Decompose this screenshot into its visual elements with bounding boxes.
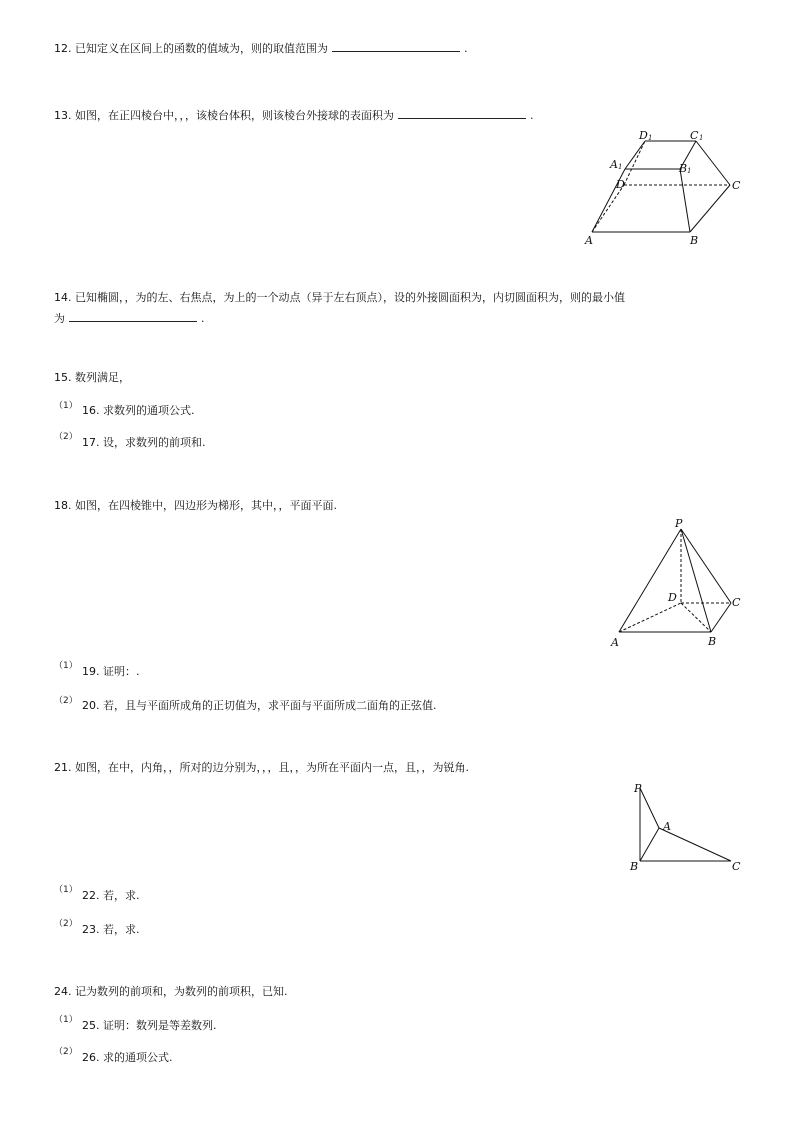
question-12 [54, 41, 468, 56]
q15-sub1-text: 16. 求数列的通项公式. [82, 404, 195, 417]
q24-sub2-text: 26. 求的通项公式. [82, 1051, 173, 1064]
question-14-line2: 为 [54, 312, 65, 325]
q24-sub2-mark: （2） [54, 1047, 78, 1057]
question-14-line1: 14. 已知椭圆，，为的左、右焦点，为上的一个动点（异于左右顶点），设的外接圆面积为，内切圆面积为，则的最小值 [54, 291, 625, 304]
label-a1-sub: 1 [618, 163, 623, 171]
q15-sub1-mark: （1） [54, 401, 78, 411]
label-a: A [663, 820, 671, 833]
edge-bc [690, 185, 730, 232]
edge-cc1 [696, 141, 730, 185]
question-21: 21. 如图，在中，内角，，所对的边分别为，，，且，，为所在平面内一点，且，，为锐角. [54, 761, 469, 774]
question-13 [54, 108, 534, 123]
q18-sub1-mark: （1） [54, 661, 78, 671]
question-24: 24. 记为数列的前项和，为数列的前项积，已知. [54, 985, 288, 998]
label-b: B [630, 860, 639, 873]
label-c1: C [690, 129, 699, 142]
edge-pa [619, 529, 681, 632]
label-p: P [634, 782, 642, 795]
answer-blank-13[interactable] [398, 108, 526, 119]
edge-dd1-hidden [624, 141, 645, 185]
edge-ab [640, 828, 659, 861]
label-d1-sub: 1 [648, 134, 653, 142]
label-d: D [616, 178, 625, 191]
q18-sub1-text: 19. 证明：. [82, 665, 140, 678]
q21-sub1-mark: （1） [54, 885, 78, 895]
frustum-figure [580, 125, 750, 250]
label-b: B [708, 635, 717, 648]
edge-bb1 [680, 169, 690, 232]
label-c: C [732, 860, 741, 873]
q15-sub2-text: 17. 设，求数列的前项和. [82, 436, 206, 449]
label-d: D [668, 591, 677, 604]
q21-sub1-text: 22. 若，求. [82, 889, 140, 902]
question-12-text: 12. 已知定义在区间上的函数的值域为，则的取值范围为 [54, 42, 328, 55]
question-15: 15. 数列满足， [54, 371, 130, 384]
q18-sub2-text: 20. 若，且与平面所成角的正切值为，求平面与平面所成二面角的正弦值. [82, 699, 437, 712]
edge-pa [640, 788, 659, 828]
answer-blank-14[interactable] [69, 311, 197, 322]
edge-a1d1 [625, 141, 645, 169]
answer-blank-12[interactable] [332, 41, 460, 52]
q15-sub2-mark: （2） [54, 432, 78, 442]
label-c: C [732, 179, 741, 192]
label-a: A [585, 234, 593, 247]
triangle-figure [625, 778, 745, 878]
question-14 [54, 291, 625, 305]
edge-pc [681, 529, 731, 603]
edge-ad-hidden [592, 185, 624, 232]
label-c: C [732, 596, 741, 609]
label-a: A [611, 636, 619, 649]
question-18: 18. 如图，在四棱锥中，四边形为梯形，其中，，平面平面. [54, 499, 337, 512]
label-c1-sub: 1 [699, 134, 704, 142]
question-12-end: . [464, 42, 468, 55]
question-13-end: . [530, 109, 534, 122]
q18-sub2-mark: （2） [54, 696, 78, 706]
label-d1: D [639, 129, 648, 142]
question-14-end: . [201, 312, 205, 325]
label-b1-sub: 1 [687, 167, 692, 175]
pyramid-figure [605, 515, 755, 650]
q21-sub2-mark: （2） [54, 919, 78, 929]
question-14-cont [54, 311, 205, 326]
q21-sub2-text: 23. 若，求. [82, 923, 140, 936]
label-a1: A [610, 158, 618, 171]
edge-bc [711, 603, 731, 632]
q24-sub1-text: 25. 证明：数列是等差数列. [82, 1019, 217, 1032]
label-b1: B [679, 162, 688, 175]
label-p: P [675, 517, 683, 530]
label-b: B [690, 234, 699, 247]
q24-sub1-mark: （1） [54, 1015, 78, 1025]
question-13-text: 13. 如图，在正四棱台中，，，该棱台体积，则该棱台外接球的表面积为 [54, 109, 394, 122]
edge-pb [681, 529, 711, 632]
